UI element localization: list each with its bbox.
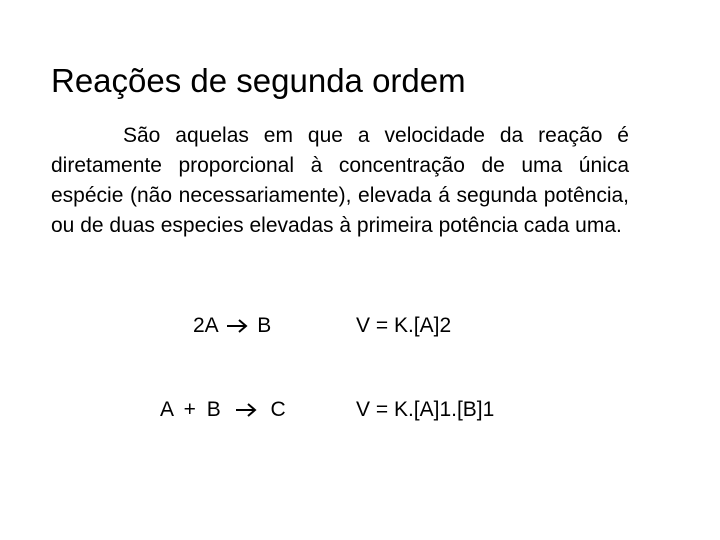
- reactants-2: A + B: [160, 398, 221, 421]
- products-2: C: [270, 398, 286, 421]
- slide-title: Reações de segunda ordem: [51, 62, 466, 99]
- reactants-1: 2A: [193, 314, 218, 337]
- right-arrow-icon: [226, 314, 248, 342]
- reaction-equation-2: [160, 396, 286, 426]
- products-1: B: [257, 314, 272, 337]
- rate-law-2: V = K.[A]1.[B]1: [356, 398, 495, 421]
- rate-law-1: V = K.[A]2: [356, 314, 452, 337]
- slide-body-paragraph: São aquelas em que a velocidade da reação é diretamente proporcional à concentração de uma única espécie (não necessariamente), elevada á segunda potência, ou de duas especies elevadas à primeira potência cada uma.: [51, 124, 629, 237]
- right-arrow-icon: [235, 398, 257, 426]
- reaction-equation-1: [193, 312, 271, 342]
